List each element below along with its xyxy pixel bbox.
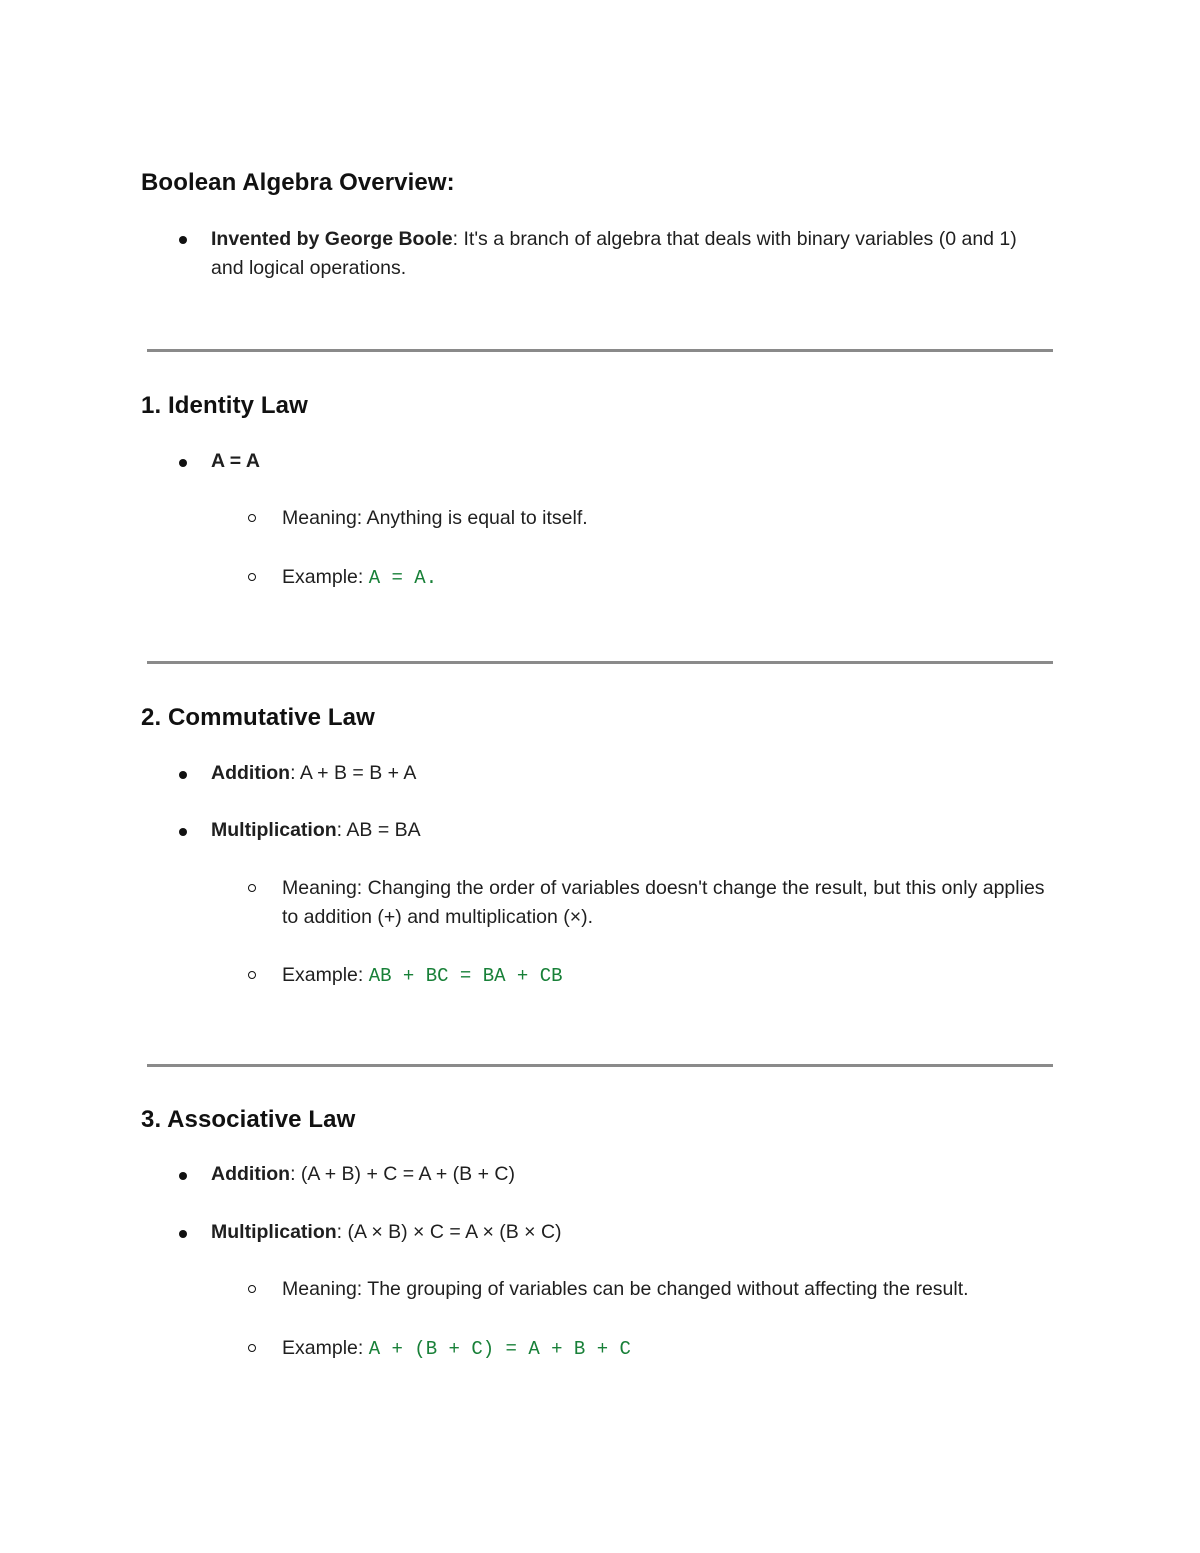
associative-addition bbox=[211, 1160, 515, 1189]
identity-example-code: A = A bbox=[368, 567, 426, 589]
multiplication-rule: : AB = BA bbox=[336, 819, 421, 841]
addition-rule: : A + B = B + A bbox=[290, 762, 417, 784]
commutative-example-code: AB + BC = BA + CB bbox=[368, 965, 563, 987]
associative-law-heading: 3. Associative Law bbox=[141, 1106, 356, 1133]
overview-sep: : bbox=[452, 228, 459, 250]
commutative-meaning: Meaning: Changing the order of variables doesn't change the result, but this only applies to addition (+) and multiplication (×). bbox=[282, 877, 1045, 928]
associative-example-code: A + (B + C) = A + B + C bbox=[368, 1338, 631, 1360]
identity-example bbox=[282, 563, 437, 593]
example-label: Example: bbox=[282, 1337, 369, 1359]
addition-label: Addition bbox=[211, 762, 291, 784]
horizontal-rule bbox=[147, 661, 1053, 664]
multiplication-label: Multiplication bbox=[211, 819, 337, 841]
horizontal-rule bbox=[147, 1064, 1053, 1067]
associative-example bbox=[282, 1334, 631, 1364]
horizontal-rule bbox=[147, 349, 1053, 352]
overview-item bbox=[211, 225, 1041, 283]
associative-multiplication bbox=[211, 1218, 562, 1247]
addition-label: Addition bbox=[211, 1163, 291, 1185]
circle-bullet-icon bbox=[248, 573, 256, 581]
page-title: Boolean Algebra Overview: bbox=[141, 169, 455, 196]
circle-bullet-icon bbox=[248, 1285, 256, 1293]
example-label: Example: bbox=[282, 566, 369, 588]
addition-rule: : (A + B) + C = A + (B + C) bbox=[290, 1163, 515, 1185]
example-label: Example: bbox=[282, 964, 369, 986]
identity-law-heading: 1. Identity Law bbox=[141, 392, 308, 419]
commutative-example bbox=[282, 961, 563, 991]
multiplication-rule: : (A × B) × C = A × (B × C) bbox=[336, 1221, 562, 1243]
commutative-multiplication bbox=[211, 816, 421, 845]
bullet-icon bbox=[179, 1172, 187, 1180]
bullet-icon bbox=[179, 828, 187, 836]
example-period: . bbox=[425, 567, 438, 589]
commutative-addition bbox=[211, 759, 416, 788]
bullet-icon bbox=[179, 236, 187, 244]
overview-term: Invented by George Boole bbox=[211, 228, 453, 250]
identity-rule: A = A bbox=[211, 450, 260, 472]
bullet-icon bbox=[179, 771, 187, 779]
associative-meaning: Meaning: The grouping of variables can be changed without affecting the result. bbox=[282, 1278, 969, 1300]
bullet-icon bbox=[179, 1230, 187, 1238]
identity-meaning: Meaning: Anything is equal to itself. bbox=[282, 507, 588, 529]
circle-bullet-icon bbox=[248, 1344, 256, 1352]
overview-text: It's a branch of algebra that deals with binary variables (0 and 1) and logical operations. bbox=[211, 228, 1017, 279]
commutative-law-heading: 2. Commutative Law bbox=[141, 704, 375, 731]
bullet-icon bbox=[179, 459, 187, 467]
circle-bullet-icon bbox=[248, 514, 256, 522]
circle-bullet-icon bbox=[248, 971, 256, 979]
multiplication-label: Multiplication bbox=[211, 1221, 337, 1243]
circle-bullet-icon bbox=[248, 884, 256, 892]
